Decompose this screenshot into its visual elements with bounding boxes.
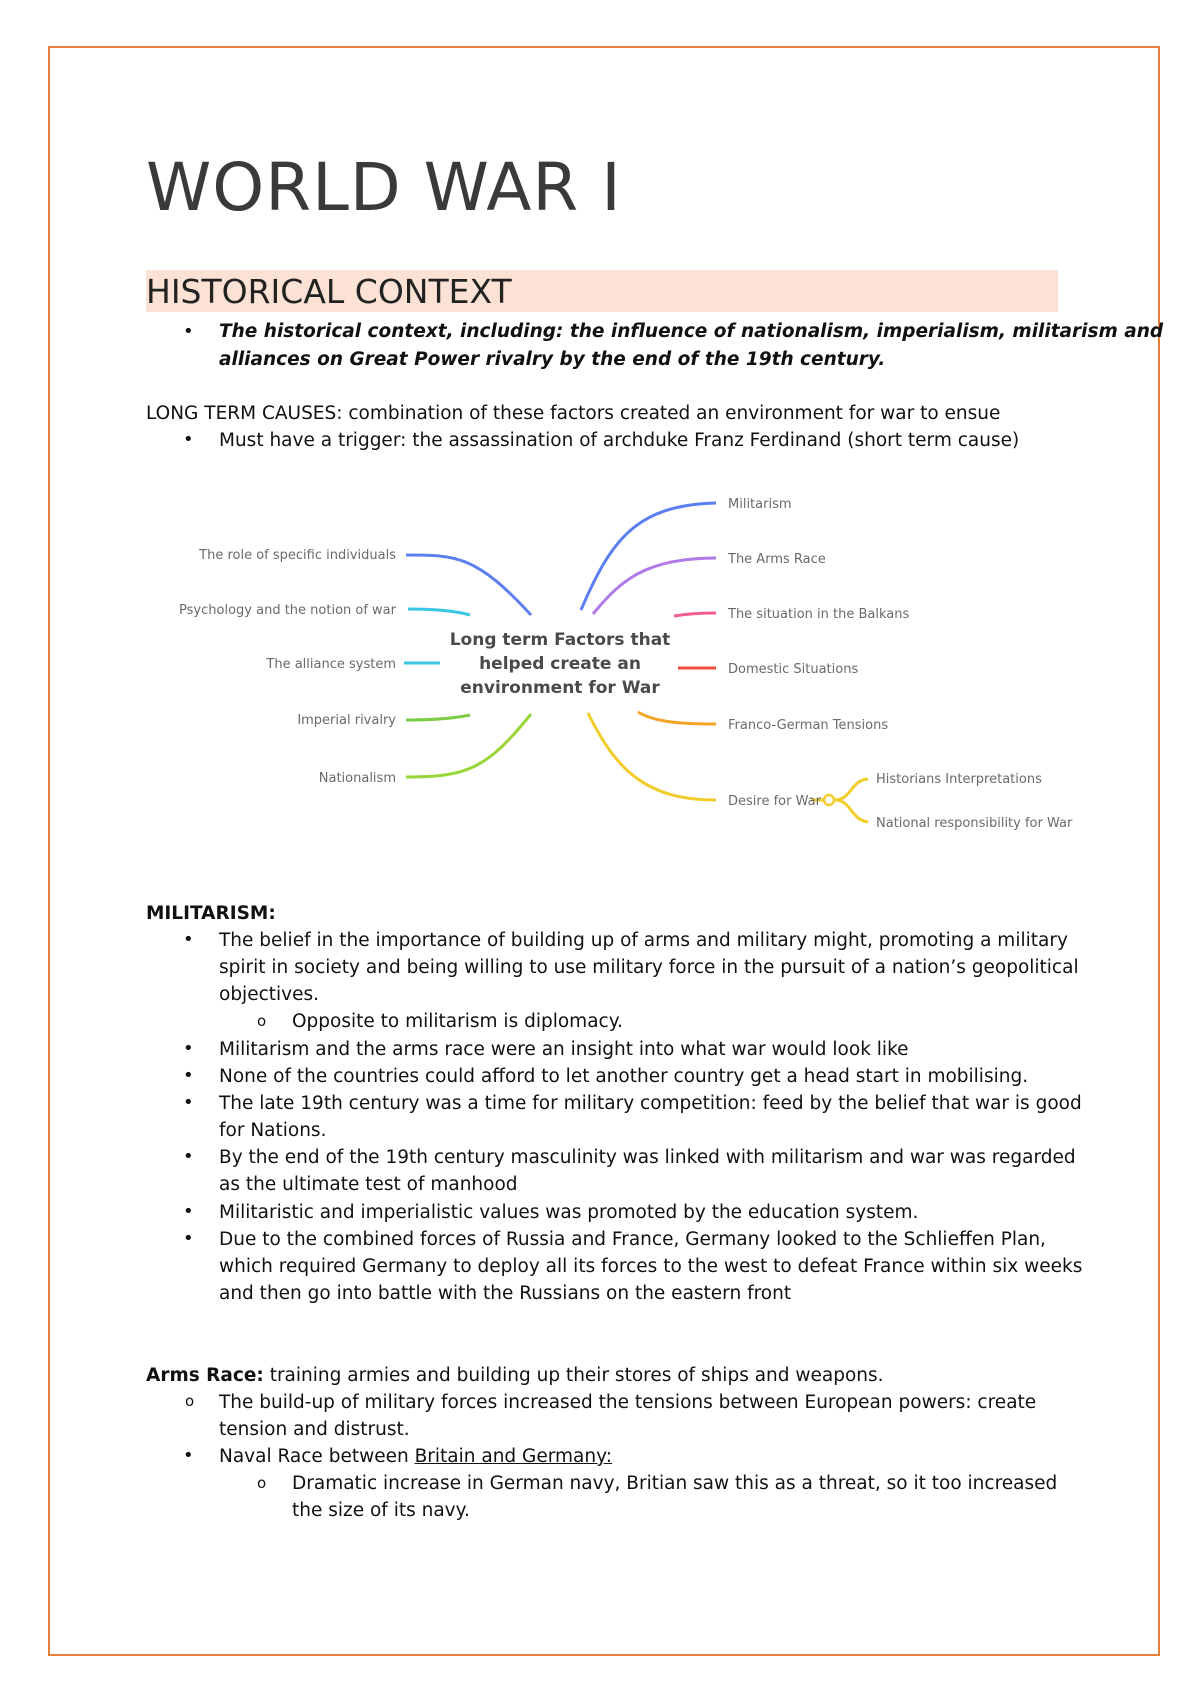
militarism-bullet: for Nations. xyxy=(219,1120,327,1141)
mindmap-center-label: helped create an xyxy=(479,654,641,674)
naval-race-sub-bullet: Dramatic increase in German navy, Britian saw this as a threat, so it too increased xyxy=(292,1473,1058,1494)
mindmap-subnode-label: Historians Interpretations xyxy=(876,772,1042,787)
mindmap-node-label: Imperial rivalry xyxy=(297,713,396,728)
page-title: WORLD WAR I xyxy=(146,149,622,226)
mindmap-diagram xyxy=(156,470,1076,840)
branch-right-1 xyxy=(581,503,716,610)
branch-left-5 xyxy=(406,714,531,777)
mindmap-node-label: The alliance system xyxy=(266,657,396,672)
naval-race-underlined: Britain and Germany: xyxy=(414,1446,612,1467)
bullet-icon: • xyxy=(183,929,194,950)
militarism-bullet: which required Germany to deploy all its forces to the west to defeat France within six weeks xyxy=(219,1256,1083,1277)
mindmap-node-label: The role of specific individuals xyxy=(199,548,396,563)
militarism-bullet: By the end of the 19th century masculinity was linked with militarism and war was regarded xyxy=(219,1147,1076,1168)
trigger-bullet: Must have a trigger: the assassination of archduke Franz Ferdinand (short term cause) xyxy=(219,430,1020,451)
mindmap-node-label: Nationalism xyxy=(318,771,396,786)
bullet-icon: • xyxy=(183,429,194,450)
sub-bullet-icon: o xyxy=(257,1474,267,1492)
militarism-bullet: None of the countries could afford to let another country get a head start in mobilising. xyxy=(219,1066,1029,1087)
bullet-icon: • xyxy=(183,321,194,342)
branch-left-4 xyxy=(406,715,470,720)
militarism-bullet: and then go into battle with the Russians on the eastern front xyxy=(219,1283,792,1304)
bullet-icon: • xyxy=(183,1146,194,1167)
arms-race-sub-bullet: tension and distrust. xyxy=(219,1419,410,1440)
bullet-icon: • xyxy=(183,1092,194,1113)
mindmap-node-label: Militarism xyxy=(728,497,792,512)
context-bullet-line: The historical context, including: the influence of nationalism, imperialism, militarism and xyxy=(219,321,1164,342)
mindmap-node-label: Desire for War xyxy=(728,794,821,809)
militarism-bullet: The belief in the importance of building up of arms and military might, promoting a military xyxy=(219,930,1068,951)
branch-right-6 xyxy=(588,713,716,800)
context-bullet-line: alliances on Great Power rivalry by the end of the 19th century. xyxy=(219,349,886,370)
branch-right-3 xyxy=(674,613,716,616)
mindmap-node-label: Franco-German Tensions xyxy=(728,718,889,733)
militarism-bullet: spirit in society and being willing to use military force in the pursuit of a nation’s geopolitical xyxy=(219,957,1079,978)
bullet-icon: • xyxy=(183,1445,194,1466)
militarism-bullet: Militarism and the arms race were an insight into what war would look like xyxy=(219,1039,909,1060)
militarism-bullet: The late 19th century was a time for military competition: feed by the belief that war is good xyxy=(219,1093,1082,1114)
bullet-icon: • xyxy=(183,1038,194,1059)
militarism-heading: MILITARISM: xyxy=(146,903,276,924)
mindmap-subnode-label: National responsibility for War xyxy=(876,816,1073,831)
section-heading: HISTORICAL CONTEXT xyxy=(146,272,512,311)
arms-race-text: training armies and building up their stores of ships and weapons. xyxy=(263,1365,884,1386)
arms-race-label: Arms Race: xyxy=(146,1365,264,1386)
mindmap-node-label: Psychology and the notion of war xyxy=(179,603,396,618)
mindmap-center-label: environment for War xyxy=(460,678,660,698)
mindmap-node-label: The situation in the Balkans xyxy=(728,607,910,622)
branch-right-5 xyxy=(638,712,716,724)
naval-race-bullet xyxy=(219,1443,612,1470)
branch-sub-2 xyxy=(835,800,868,822)
militarism-sub-bullet: Opposite to militarism is diplomacy. xyxy=(292,1011,623,1032)
branch-right-2 xyxy=(593,558,716,614)
mindmap-node-label: Domestic Situations xyxy=(728,662,859,677)
long-term-causes-line: LONG TERM CAUSES: combination of these factors created an environment for war to ensue xyxy=(146,403,1001,424)
mindmap-node-label: The Arms Race xyxy=(728,552,826,567)
naval-race-prefix: Naval Race between xyxy=(219,1446,415,1467)
bullet-icon: • xyxy=(183,1201,194,1222)
naval-race-sub-bullet: the size of its navy. xyxy=(292,1500,470,1521)
branch-left-2 xyxy=(408,609,470,615)
branch-sub-1 xyxy=(835,779,868,800)
militarism-bullet: Militaristic and imperialistic values was promoted by the education system. xyxy=(219,1202,919,1223)
bullet-icon: • xyxy=(183,1228,194,1249)
branch-left-1 xyxy=(406,555,531,615)
sub-bullet-icon: o xyxy=(185,1392,195,1410)
arms-race-line xyxy=(146,1362,884,1389)
sub-bullet-icon: o xyxy=(257,1012,267,1030)
expand-node-icon xyxy=(824,795,834,805)
militarism-bullet: objectives. xyxy=(219,984,319,1005)
bullet-icon: • xyxy=(183,1065,194,1086)
mindmap-center-label: Long term Factors that xyxy=(449,630,671,650)
militarism-bullet: Due to the combined forces of Russia and France, Germany looked to the Schlieffen Plan, xyxy=(219,1229,1046,1250)
militarism-bullet: as the ultimate test of manhood xyxy=(219,1174,518,1195)
arms-race-sub-bullet: The build-up of military forces increased the tensions between European powers: create xyxy=(219,1392,1037,1413)
